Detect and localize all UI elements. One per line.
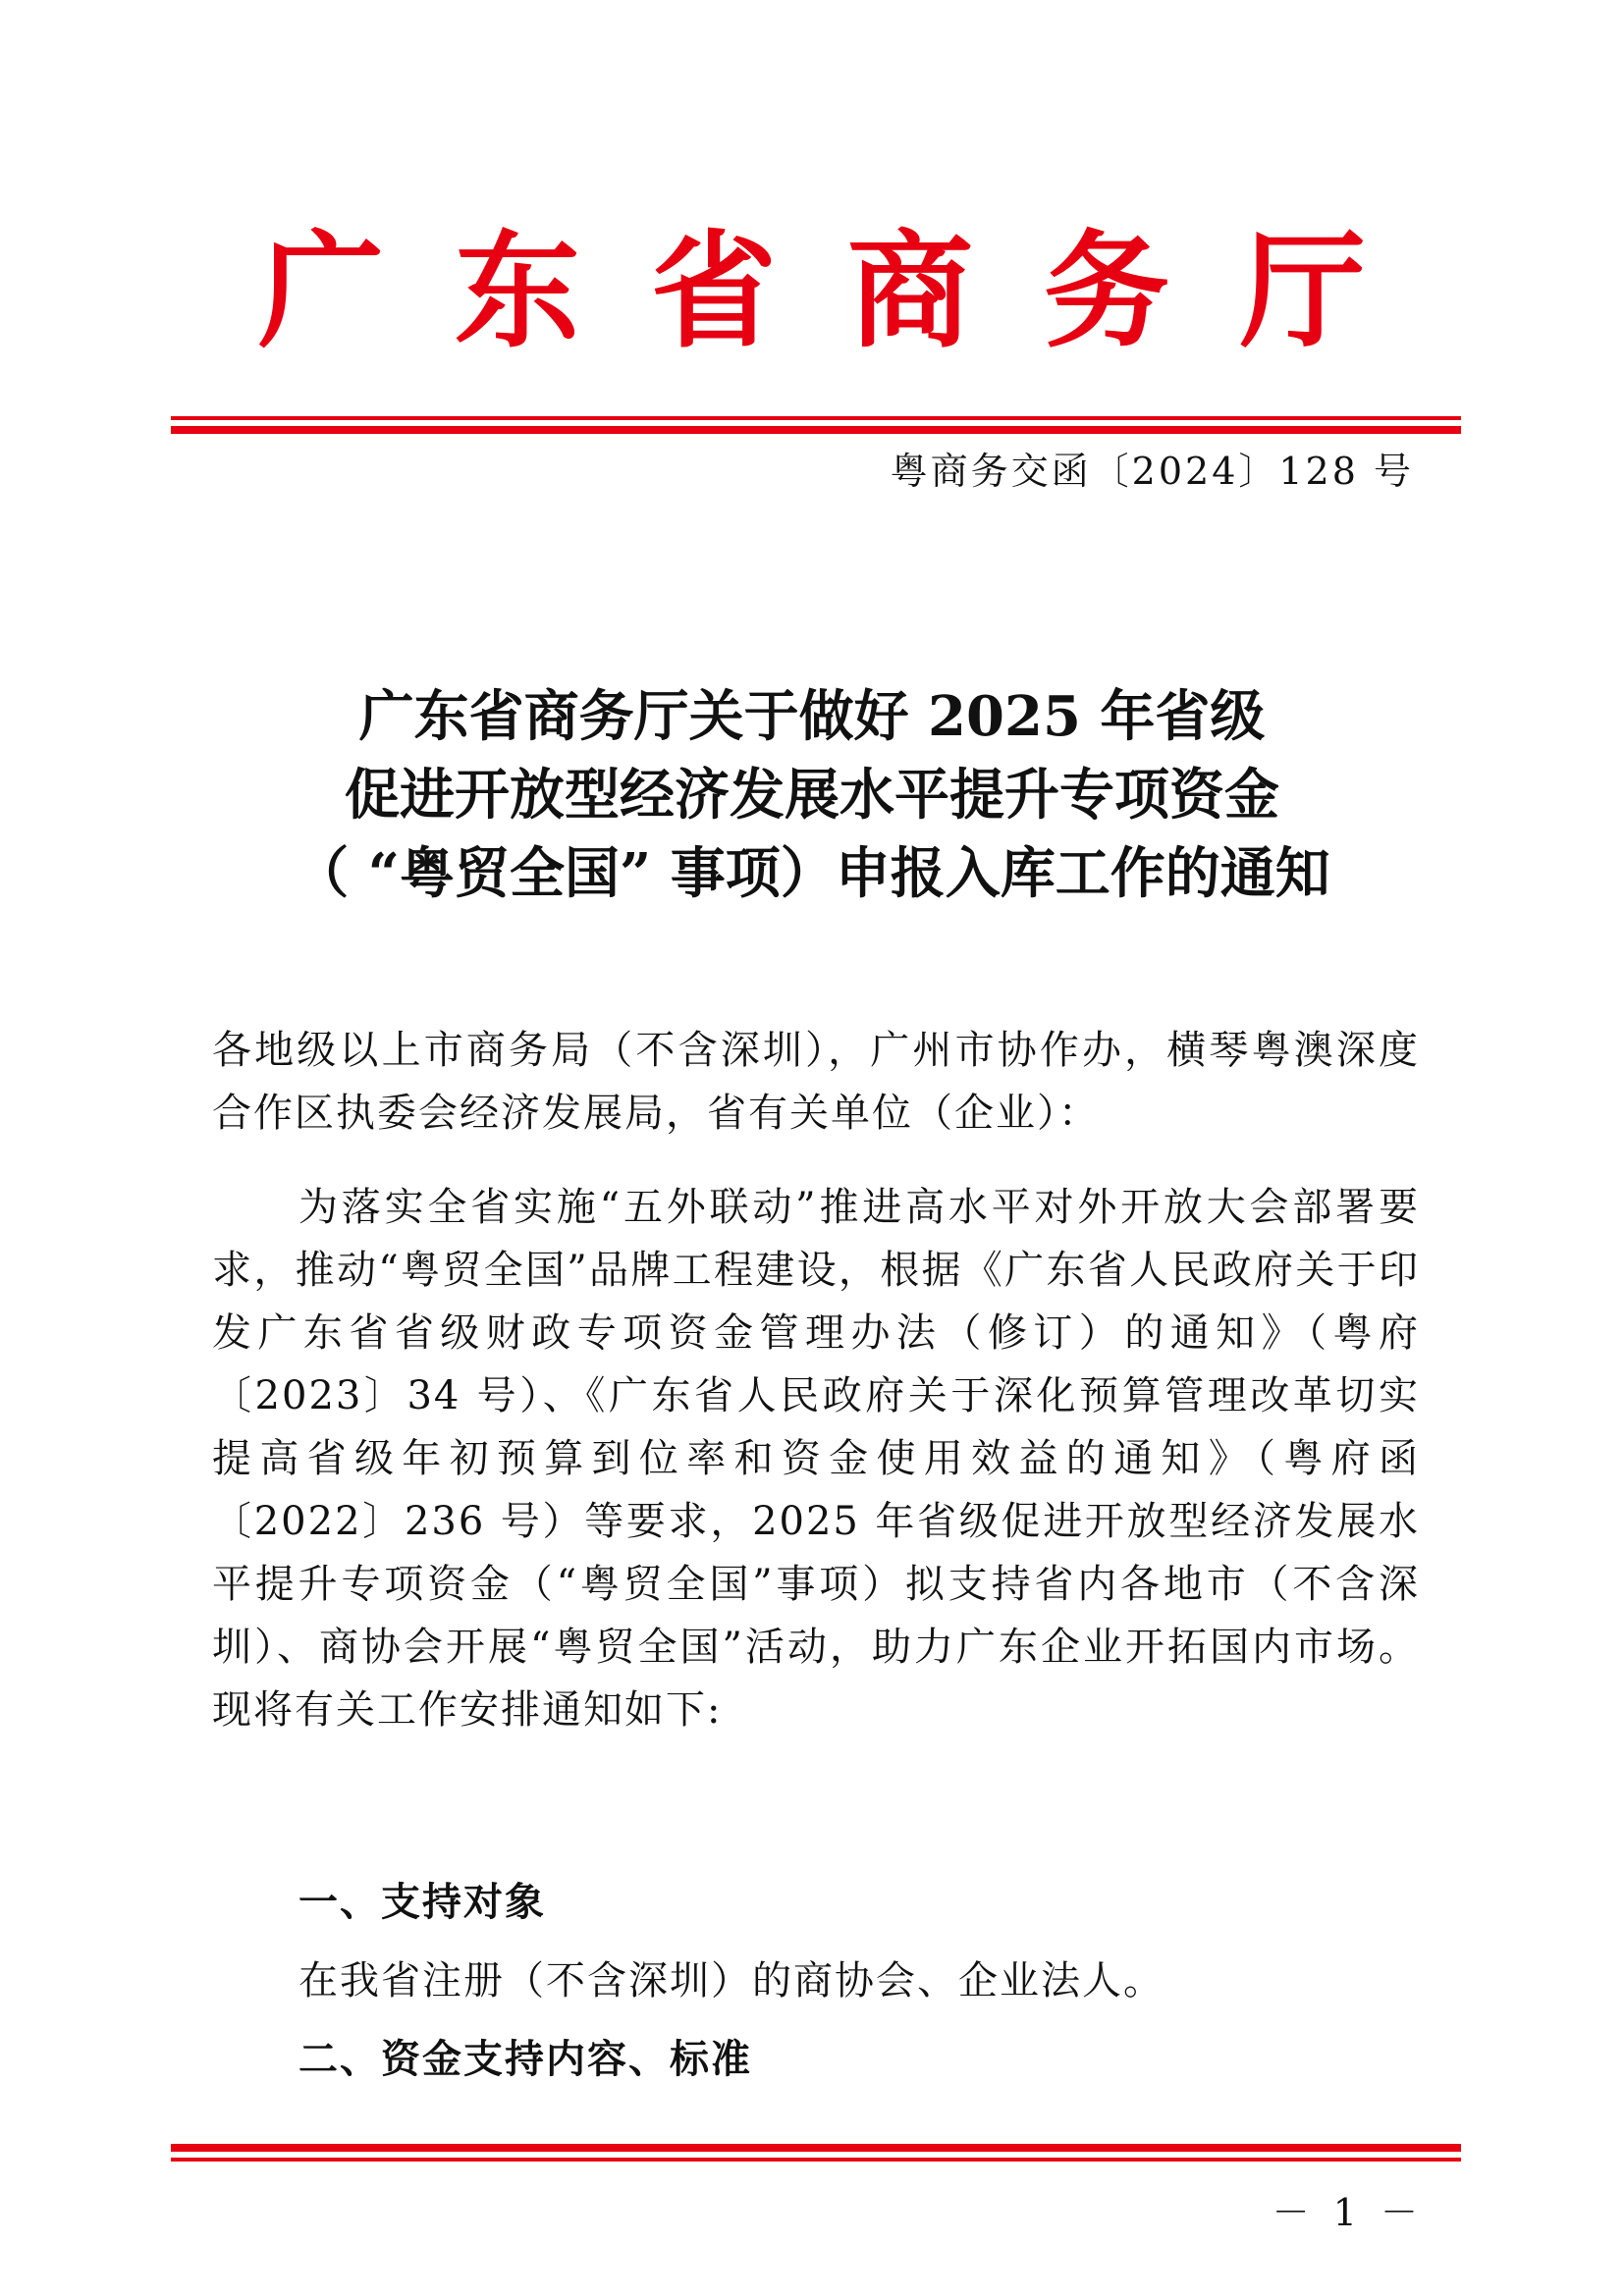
section-heading-funding-content: 二、资金支持内容、标准 [298,2037,752,2082]
addressee-paragraph: 各地级以上市商务局（不含深圳），广州市协作办，横琴粤澳深度合作区执委会经济发展局，省有关单位（企业）： [212,1028,1420,1136]
notice-title-line-3: （ “粤贸全国” 事项）申报入库工作的通知 [294,841,1330,906]
document-number: 粤商务交函〔2024〕128 号 [890,450,1414,493]
section-heading-support-target: 一、支持对象 [298,1880,546,1925]
support-target-text: 在我省注册（不含深圳）的商协会、企业法人。 [298,1958,1164,2003]
header-red-rule-thick [171,426,1461,434]
footer-red-rule-thin [171,2158,1461,2162]
page-number: － 1 － [1272,2191,1424,2234]
notice-title [157,677,1467,913]
intro-paragraph: 为落实全省实施“五外联动”推进高水平对外开放大会部署要求，推动“粤贸全国”品牌工程建设，根据《广东省人民政府关于印发广东省省级财政专项资金管理办法（修订）的通知》（粤府〔2023〕34 号）、《广东省人民政府关于深化预算管理改革切实提高省级年初预算到位率和资金使用效益的通知》（粤府函〔2022〕236 号）等要求，2025 年省级促进开放型经济发展水平提升专项资金（“粤贸全国”事项）拟支持省内各地市（不含深圳）、商协会开展“粤贸全国”活动，助力广东企业开拓国内市场。现将有关工作安排通知如下: [212,1185,1420,1733]
footer-red-rule-thick [171,2144,1461,2152]
notice-title-line-1: 广东省商务厅关于做好 2025 年省级 [358,684,1266,749]
notice-title-line-2: 促进开放型经济发展水平提升专项资金 [345,763,1279,828]
header-red-rule-thin [171,416,1461,420]
agency-header-title: 广东省商务厅 [257,218,1436,365]
